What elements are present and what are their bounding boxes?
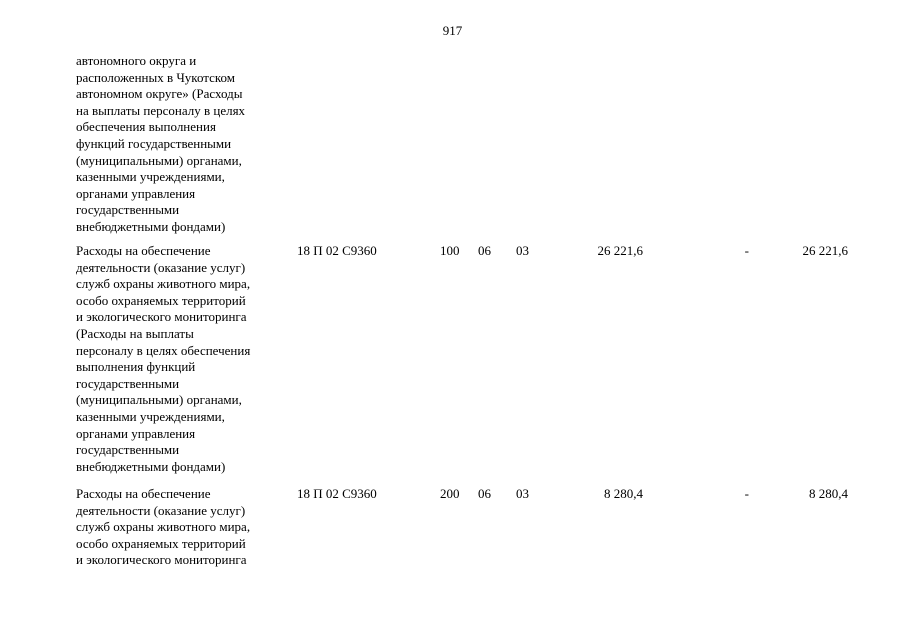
- row-description: Расходы на обеспечение деятельности (оказание услуг) служб охраны животного мира, особо охраняемых территорий и экологического мониторинга: [76, 486, 251, 568]
- total-amount-value: 26 221,6: [802, 243, 848, 258]
- target-article-code: 18 П 02 С9360: [297, 243, 377, 258]
- change-value: -: [744, 486, 749, 501]
- target-article-code: 18 П 02 С9360: [297, 486, 377, 501]
- amount-value: 26 221,6: [597, 243, 643, 258]
- change-value: -: [744, 243, 749, 258]
- page-number: 917: [442, 23, 463, 38]
- amount-value: 8 280,4: [604, 486, 643, 501]
- expense-type-code: 100: [440, 243, 460, 258]
- subsection-code: 03: [516, 486, 529, 501]
- expense-type-code: 200: [440, 486, 460, 501]
- section-code: 06: [478, 486, 491, 501]
- subsection-code: 03: [516, 243, 529, 258]
- section-code: 06: [478, 243, 491, 258]
- total-amount-value: 8 280,4: [809, 486, 848, 501]
- continued-description: автономного округа и расположенных в Чукотском автономном округе» (Расходы на выплаты персоналу в целях обеспечения выполнения функций государственными (муниципальными) органами, казенными учреждениями, органами управления государственными внебюджетными фондами): [76, 53, 246, 234]
- row-description: Расходы на обеспечение деятельности (оказание услуг) служб охраны животного мира, особо охраняемых территорий и экологического мониторинга (Расходы на выплаты персоналу в целях обеспечения выполнения функций государственными (муниципальными) органами, казенными учреждениями, органами управления государственными внебюджетными фондами): [76, 243, 251, 474]
